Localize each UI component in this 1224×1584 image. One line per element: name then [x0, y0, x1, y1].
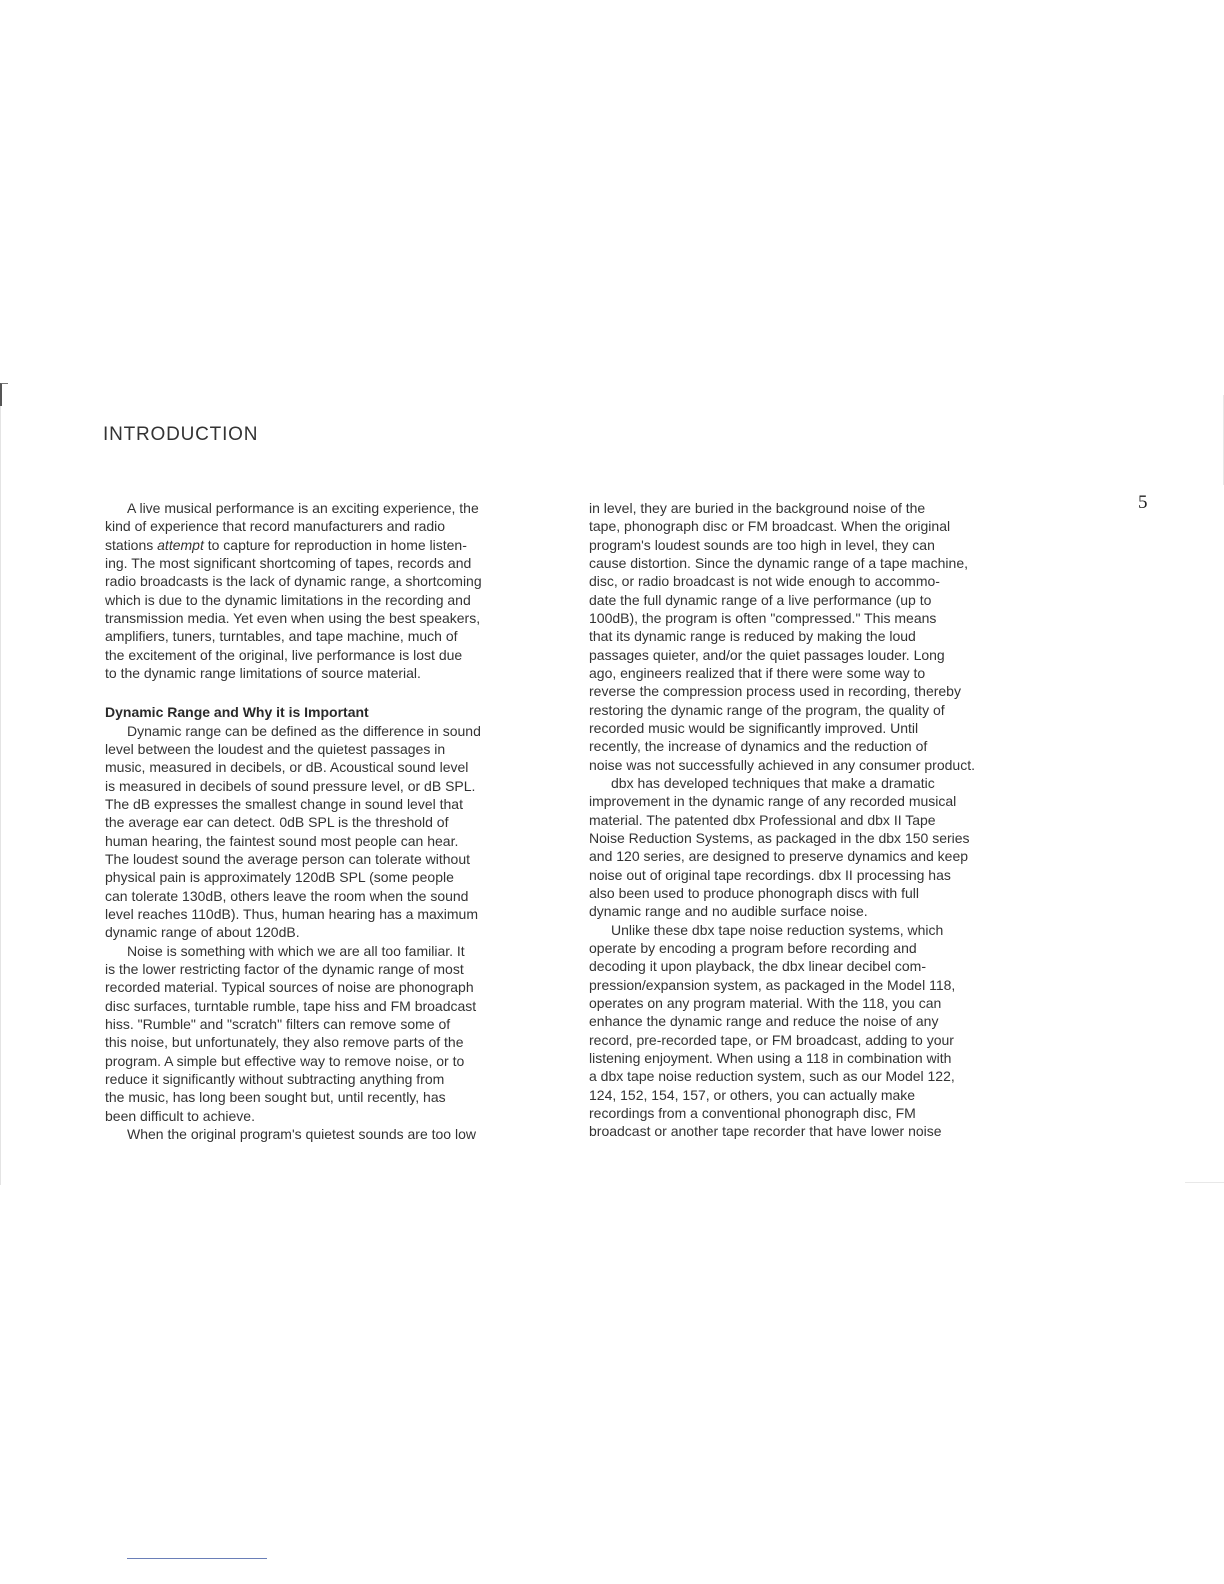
text-line: can tolerate 130dB, others leave the room when the sound [105, 887, 469, 904]
text-line: is the lower restricting factor of the dynamic range of most [105, 960, 464, 977]
text-line: amplifiers, tuners, turntables, and tape machine, much of [105, 628, 458, 645]
text-line: Dynamic range can be defined as the difference in sound [127, 722, 481, 739]
text-line: level between the loudest and the quietest passages in [105, 740, 446, 757]
text-line: cause distortion. Since the dynamic range of a tape machine, [589, 554, 968, 571]
text-line: recordings from a conventional phonograph disc, FM [589, 1104, 916, 1121]
scan-edge-left [0, 383, 11, 1185]
text-line: in level, they are buried in the background noise of the [589, 500, 926, 516]
text-line: recorded material. Typical sources of noise are phonograph [105, 979, 474, 996]
text-line: date the full dynamic range of a live performance (up to [589, 591, 932, 608]
text-line: listening enjoyment. When using a 118 in combination with [589, 1049, 952, 1066]
text-line: noise out of original tape recordings. dbx II processing has [589, 866, 951, 883]
scan-line-bottom [127, 1558, 267, 1559]
text-line: the excitement of the original, live performance is lost due [105, 646, 463, 663]
text-line: human hearing, the faintest sound most people can hear. [105, 832, 459, 849]
text-line: ago, engineers realized that if there were some way to [589, 664, 926, 681]
text-line: disc surfaces, turntable rumble, tape hiss and FM broadcast [105, 997, 477, 1014]
text-line: is measured in decibels of sound pressure level, or dB SPL. [105, 777, 476, 794]
text-line: material. The patented dbx Professional and dbx II Tape [589, 811, 936, 828]
text-run: stations [105, 536, 158, 553]
paragraph-dbx-techniques [589, 774, 1039, 921]
paragraph-gap [105, 682, 550, 703]
text-line: physical pain is approximately 120dB SPL (some people [105, 869, 454, 886]
text-line: enhance the dynamic range and reduce the noise of any [589, 1013, 939, 1030]
text-line: disc, or radio broadcast is not wide enough to accommo- [589, 573, 940, 590]
text-line: radio broadcasts is the lack of dynamic range, a shortcoming [105, 573, 482, 590]
text-line: transmission media. Yet even when using the best speakers, [105, 609, 481, 626]
text-line: dynamic range and no audible surface noise. [589, 903, 868, 920]
text-line: A live musical performance is an exciting experience, the [127, 500, 479, 516]
page-number: 5 [1138, 492, 1148, 513]
text-line: program's loudest sounds are too high in level, they can [589, 536, 935, 553]
text-line: improvement in the dynamic range of any recorded musical [589, 793, 957, 810]
text-line: the music, has long been sought but, until recently, has [105, 1089, 446, 1106]
paragraph-dynamic-range [105, 722, 550, 942]
text-line: which is due to the dynamic limitations in the recording and [105, 591, 471, 608]
text-line: operate by encoding a program before recording and [589, 939, 917, 956]
text-line: recorded music would be significantly improved. Until [589, 719, 919, 736]
emphasis-text: attempt [157, 536, 204, 553]
text-line: a dbx tape noise reduction system, such as our Model 122, [589, 1068, 955, 1085]
text-line [105, 536, 550, 554]
text-line: that its dynamic range is reduced by making the loud [589, 628, 916, 645]
text-run: to capture for reproduction in home listen- [203, 536, 467, 553]
text-line: recently, the increase of dynamics and the reduction of [589, 738, 928, 755]
left-column [105, 499, 550, 1143]
text-line: reduce it significantly without subtracting anything from [105, 1070, 445, 1087]
text-line: 100dB), the program is often "compressed." This means [589, 609, 937, 626]
text-line: dbx has developed techniques that make a dramatic [611, 774, 935, 791]
paragraph-intro [105, 499, 550, 682]
text-line: hiss. "Rumble" and "scratch" filters can remove some of [105, 1015, 451, 1032]
text-line: When the original program's quietest sounds are too low [127, 1125, 476, 1142]
right-column [589, 499, 1039, 1140]
scan-edge-right [1213, 395, 1224, 485]
text-line: reverse the compression process used in recording, thereby [589, 683, 961, 700]
text-line: the average ear can detect. 0dB SPL is the threshold of [105, 814, 449, 831]
text-line: level reaches 110dB). Thus, human hearing has a maximum [105, 905, 479, 922]
scan-corner-mark [0, 383, 8, 406]
text-line: decoding it upon playback, the dbx linear decibel com- [589, 958, 926, 975]
page-title: INTRODUCTION [103, 424, 259, 445]
text-line: 124, 152, 154, 157, or others, you can actually make [589, 1086, 916, 1103]
text-line: program. A simple but effective way to remove noise, or to [105, 1052, 465, 1069]
text-line: passages quieter, and/or the quiet passages louder. Long [589, 646, 945, 663]
text-line: ing. The most significant shortcoming of tapes, records and [105, 554, 472, 571]
text-line: also been used to produce phonograph discs with full [589, 884, 919, 901]
text-line: music, measured in decibels, or dB. Acoustical sound level [105, 759, 469, 776]
text-line: to the dynamic range limitations of source material. [105, 664, 421, 681]
text-line: noise was not successfully achieved in any consumer product. [589, 756, 975, 773]
paragraph-compression [589, 499, 1039, 774]
section-heading: Dynamic Range and Why it is Important [105, 704, 369, 721]
text-line: The loudest sound the average person can tolerate without [105, 850, 471, 867]
text-line: kind of experience that record manufacturers and radio [105, 518, 446, 535]
text-line: The dB expresses the smallest change in sound level that [105, 795, 463, 812]
text-line: Noise is something with which we are all too familiar. It [127, 942, 465, 959]
text-line: restoring the dynamic range of the program, the quality of [589, 701, 945, 718]
scan-line-right [1185, 1182, 1224, 1183]
text-line: dynamic range of about 120dB. [105, 924, 300, 941]
text-line: Unlike these dbx tape noise reduction systems, which [611, 921, 944, 938]
text-line: operates on any program material. With the 118, you can [589, 994, 942, 1011]
paragraph-noise [105, 942, 550, 1125]
text-line: been difficult to achieve. [105, 1107, 255, 1124]
paragraph-model-118 [589, 921, 1039, 1141]
text-line: pression/expansion system, as packaged in the Model 118, [589, 976, 956, 993]
text-line: record, pre-recorded tape, or FM broadcast, adding to your [589, 1031, 954, 1048]
text-line: and 120 series, are designed to preserve dynamics and keep [589, 848, 969, 865]
text-line: broadcast or another tape recorder that have lower noise [589, 1123, 942, 1140]
text-line: tape, phonograph disc or FM broadcast. When the original [589, 518, 951, 535]
text-line: this noise, but unfortunately, they also remove parts of the [105, 1034, 464, 1051]
paragraph-quiet-sounds [105, 1125, 550, 1143]
text-line: Noise Reduction Systems, as packaged in the dbx 150 series [589, 829, 970, 846]
